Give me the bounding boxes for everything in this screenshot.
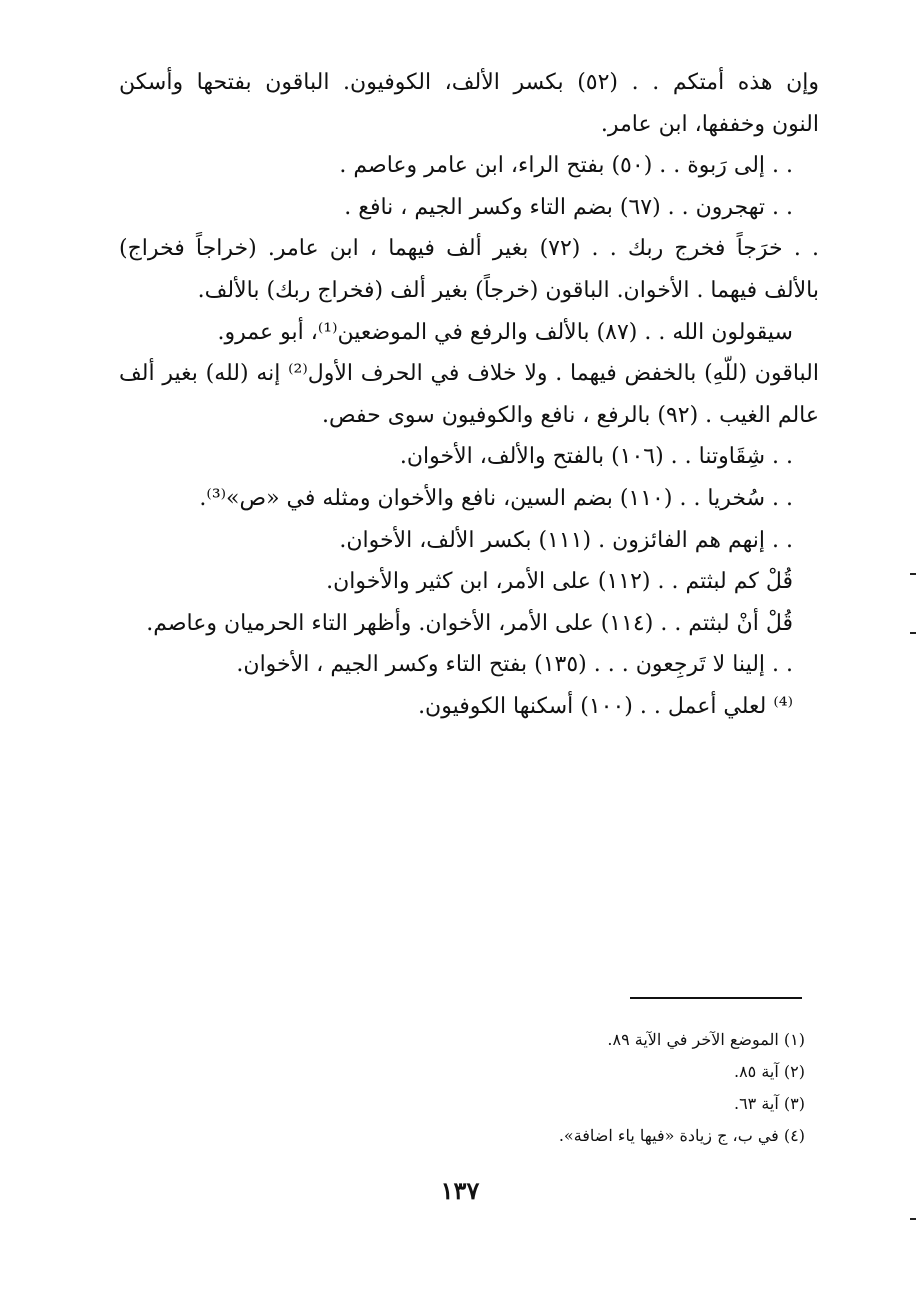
text-line: قُلْ كم لبثتم . . (١١٢) على الأمر، ابن كثير والأخوان. [326,569,793,595]
text-line: وإن هذه أمتكم . . (٥٢) بكسر الألف، الكوفيون. الباقون بفتحها وأسكن [119,70,819,95]
page-number: ١٣٧ [440,1176,480,1205]
text-line: بالألف فيهما . الأخوان. الباقون (خرجاً) بغير ألف (فخراج ربك) بالألف. [197,277,819,303]
scan-mark [910,1218,916,1220]
text-line: عالم الغيب . (٩٢) بالرفع ، نافع والكوفيون سوى حفص. [322,402,819,428]
text-line: . . إلى رَبوة . . (٥٠) بفتح الراء، ابن عامر وعاصم . [339,153,793,179]
footnote: (١) الموضع الآخر في الآية ٨٩. [607,1030,805,1049]
footnote-separator [630,997,802,999]
footnotes [205,1024,805,1152]
text-line: . . تهجرون . . (٦٧) بضم التاء وكسر الجيم ، نافع . [344,194,793,220]
text-line: . . إنهم هم الفائزون . (١١١) بكسر الألف، الأخوان. [339,527,793,553]
text-line: . . سُخريا . . (١١٠) بضم السين، نافع والأخوان ومثله في «ص»⁽³⁾. [199,485,793,511]
footnote: (٣) آية ٦٣. [733,1094,805,1113]
text-line: . . إلينا لا تَرجِعون . . . (١٣٥) بفتح التاء وكسر الجيم ، الأخوان. [236,652,793,678]
scan-mark [910,573,916,575]
footnote: (٢) آية ٨٥. [733,1062,805,1081]
scan-mark [910,632,916,634]
footnote: (٤) في ب، ج زيادة «فيها ياء اضافة». [558,1126,805,1145]
text-line: سيقولون الله . . (٨٧) بالألف والرفع في الموضعين⁽¹⁾، أبو عمرو. [217,319,793,345]
text-line: . . شِقَاوتنا . . (١٠٦) بالفتح والألف، الأخوان. [399,444,793,470]
main-text [119,62,819,728]
text-line: قُلْ أنْ لبثتم . . (١١٤) على الأمر، الأخوان. وأظهر التاء الحرميان وعاصم. [146,610,793,636]
text-line: ⁽⁴⁾ لعلي أعمل . . (١٠٠) أسكنها الكوفيون. [418,693,793,719]
text-line: . . خرَجاً فخرج ربك . . (٧٢) بغير ألف فيهما ، ابن عامر. (خراجاً فخراج) [119,236,819,262]
text-line: النون وخففها، ابن عامر. [600,111,819,137]
text-line: الباقون (للّهِ) بالخفض فيهما . ولا خلاف في الحرف الأول⁽²⁾ إنه (لله) بغير ألف [119,361,819,387]
